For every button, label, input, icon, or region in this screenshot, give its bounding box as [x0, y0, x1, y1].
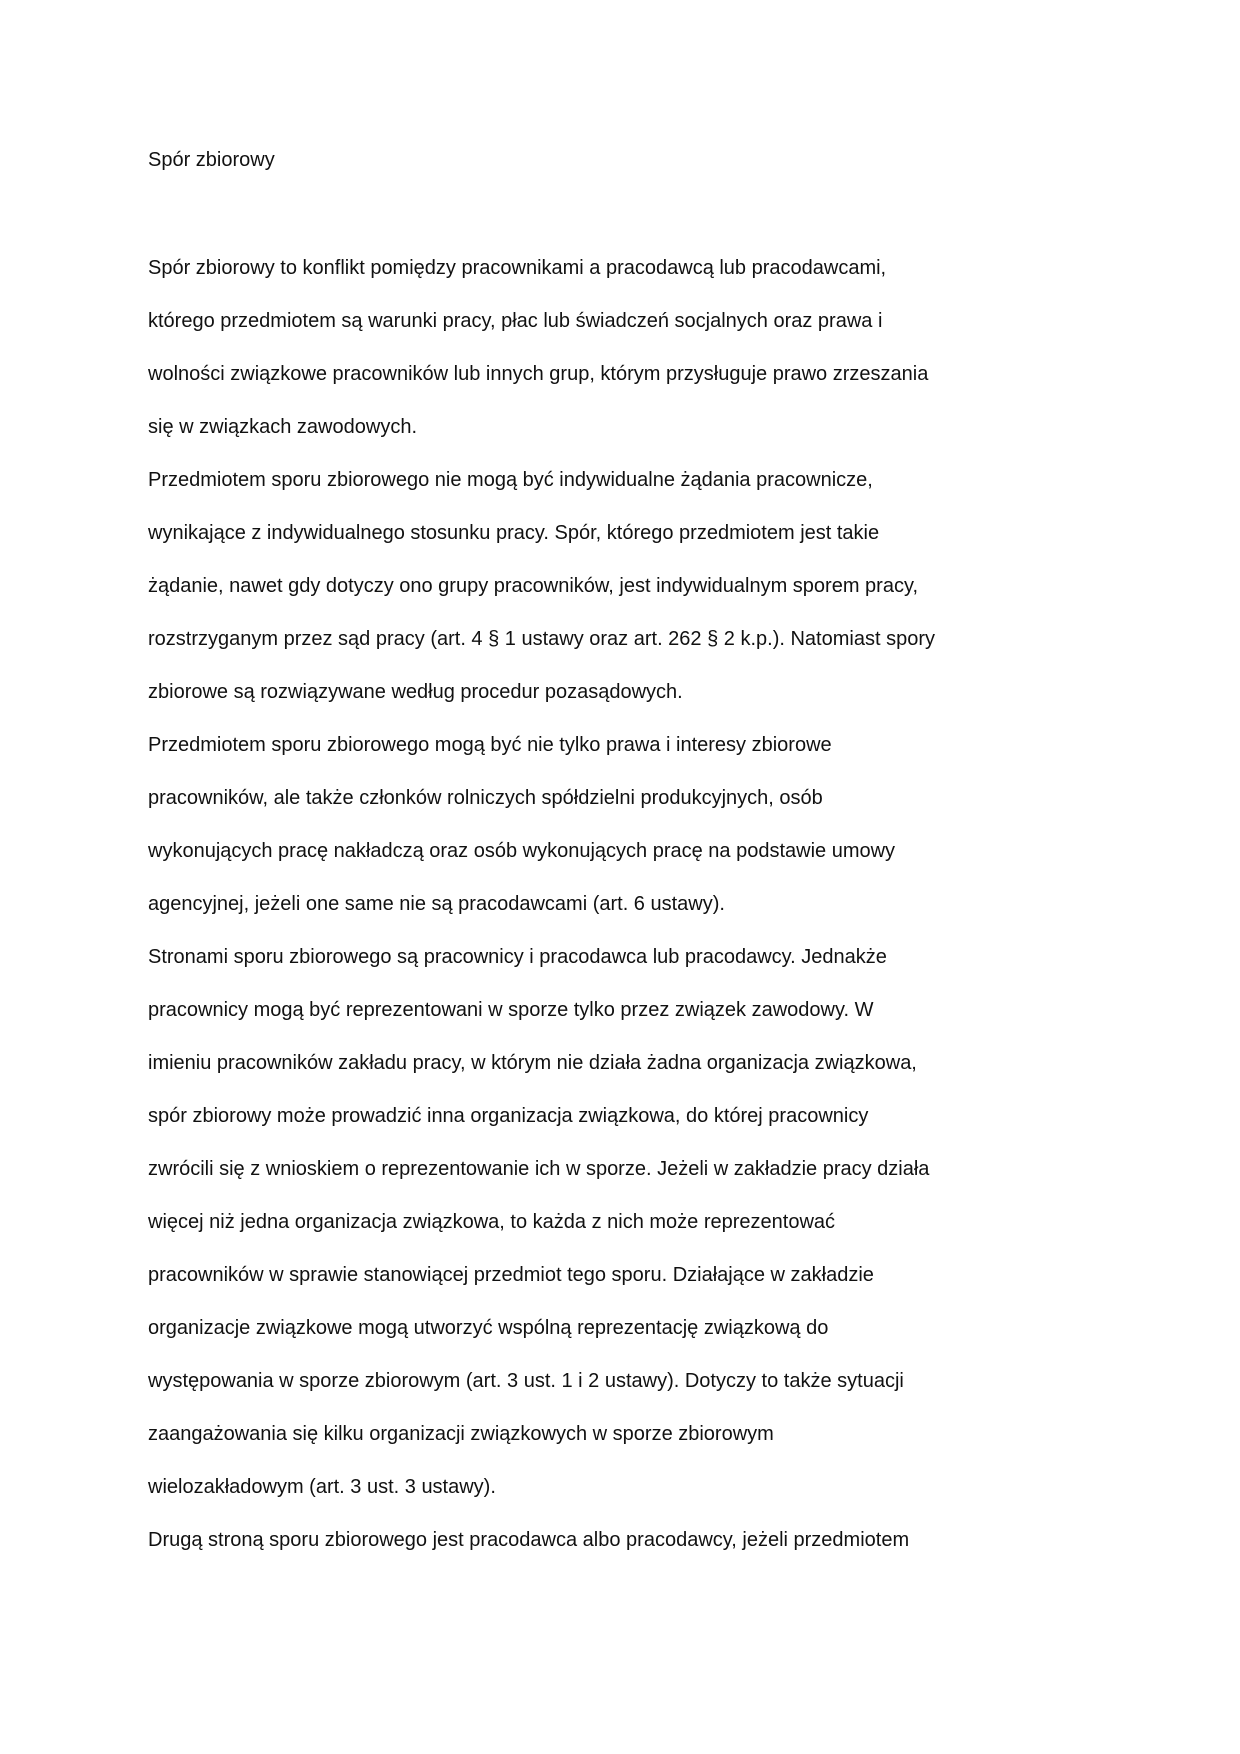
document-line: agencyjnej, jeżeli one same nie są pracodawcami (art. 6 ustawy). — [148, 893, 725, 915]
document-line: wolności związkowe pracowników lub innych grup, którym przysługuje prawo zrzeszania — [148, 363, 929, 385]
document-line: Przedmiotem sporu zbiorowego mogą być nie tylko prawa i interesy zbiorowe — [148, 734, 832, 756]
document-line: spór zbiorowy może prowadzić inna organizacja związkowa, do której pracownicy — [148, 1105, 869, 1127]
document-line: pracowników w sprawie stanowiącej przedmiot tego sporu. Działające w zakładzie — [148, 1264, 874, 1286]
document-line: się w związkach zawodowych. — [148, 416, 417, 438]
document-line: zwrócili się z wnioskiem o reprezentowanie ich w sporze. Jeżeli w zakładzie pracy działa — [148, 1158, 930, 1180]
document-line: Spór zbiorowy to konflikt pomiędzy pracownikami a pracodawcą lub pracodawcami, — [148, 257, 887, 279]
document-line: imieniu pracowników zakładu pracy, w którym nie działa żadna organizacja związkowa, — [148, 1052, 917, 1074]
document-title: Spór zbiorowy — [148, 149, 275, 171]
document-line: Drugą stroną sporu zbiorowego jest pracodawca albo pracodawcy, jeżeli przedmiotem — [148, 1529, 910, 1551]
document-line: zaangażowania się kilku organizacji związkowych w sporze zbiorowym — [148, 1423, 774, 1445]
document-line: pracownicy mogą być reprezentowani w sporze tylko przez związek zawodowy. W — [148, 999, 874, 1021]
document-line: wielozakładowym (art. 3 ust. 3 ustawy). — [148, 1476, 496, 1498]
document-line: wykonujących pracę nakładczą oraz osób wykonujących pracę na podstawie umowy — [148, 840, 896, 862]
document-line: zbiorowe są rozwiązywane według procedur pozasądowych. — [148, 681, 683, 703]
document-line: wynikające z indywidualnego stosunku pracy. Spór, którego przedmiotem jest takie — [148, 522, 880, 544]
document-line: więcej niż jedna organizacja związkowa, to każda z nich może reprezentować — [148, 1211, 836, 1233]
document-line: organizacje związkowe mogą utworzyć wspólną reprezentację związkową do — [148, 1317, 829, 1339]
document-line: rozstrzyganym przez sąd pracy (art. 4 § 1 ustawy oraz art. 262 § 2 k.p.). Natomiast spory — [148, 628, 935, 650]
document-line: występowania w sporze zbiorowym (art. 3 ust. 1 i 2 ustawy). Dotyczy to także sytuacji — [148, 1370, 904, 1392]
document-line: którego przedmiotem są warunki pracy, płac lub świadczeń socjalnych oraz prawa i — [148, 310, 883, 332]
document-line: żądanie, nawet gdy dotyczy ono grupy pracowników, jest indywidualnym sporem pracy, — [148, 575, 919, 597]
document-line: pracowników, ale także członków rolniczych spółdzielni produkcyjnych, osób — [148, 787, 823, 809]
document-line: Przedmiotem sporu zbiorowego nie mogą być indywidualne żądania pracownicze, — [148, 469, 873, 491]
document-line: Stronami sporu zbiorowego są pracownicy i pracodawca lub pracodawcy. Jednakże — [148, 946, 887, 968]
document-body — [148, 254, 1148, 1579]
